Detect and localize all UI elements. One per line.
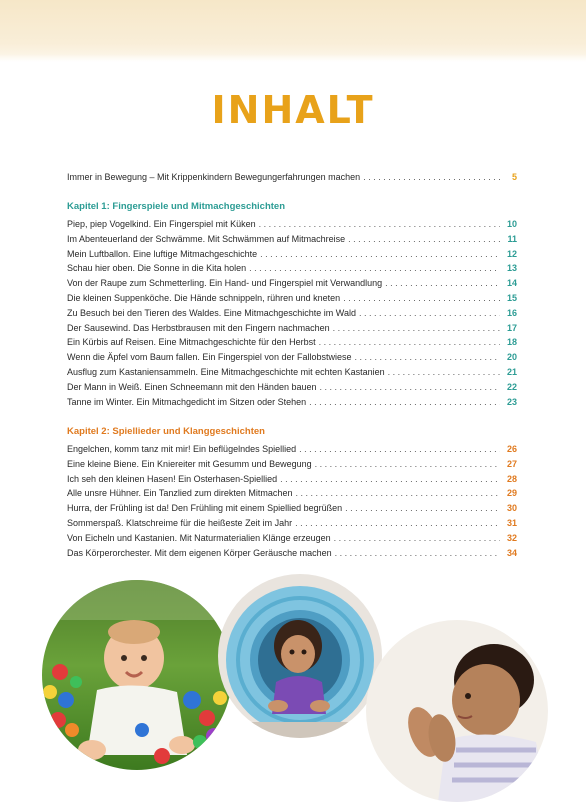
toc-entry[interactable]	[67, 531, 517, 546]
leader-dots	[280, 472, 500, 487]
leader-dots	[385, 276, 500, 291]
page-title: INHALT	[211, 88, 375, 132]
toc-entry-label: Immer in Bewegung – Mit Krippenkindern Bewegungerfahrungen machen	[67, 172, 361, 182]
toc-entry-label: Der Mann in Weiß. Einen Schneemann mit den Händen bauen	[67, 381, 317, 392]
toc-intro	[67, 170, 517, 185]
toc-entry[interactable]	[67, 472, 517, 487]
toc-entry-label: Engelchen, komm tanz mit mir! Ein beflügelndes Spiellied	[67, 444, 297, 454]
chapter-heading: Kapitel 2: Spiellieder und Klanggeschichten	[67, 426, 265, 437]
toc-entry[interactable]	[67, 457, 517, 472]
toc-entry-page: 16	[506, 307, 517, 318]
leader-dots	[354, 350, 500, 365]
toc-entry-label: Alle unsre Hühner. Ein Tanzlied zum direkten Mitmachen	[67, 488, 293, 499]
chapter-heading: Kapitel 1: Fingerspiele und Mitmachgeschichten	[67, 201, 286, 212]
toc-entry-label: Im Abenteuerland der Schwämme. Mit Schwämmen auf Mitmachreise	[67, 233, 346, 244]
toc-entry-label: Eine kleine Biene. Ein Kniereiter mit Gesumm und Bewegung	[67, 458, 312, 469]
toc-entry[interactable]	[67, 442, 517, 457]
toc-entry-page: 20	[506, 352, 517, 363]
toc-entry-page: 5	[511, 172, 517, 182]
leader-dots	[343, 291, 500, 306]
toc-chapter-2	[67, 424, 517, 560]
leader-dots	[335, 546, 500, 561]
toc-entry-page: 30	[506, 503, 517, 514]
toc-entry[interactable]	[67, 261, 517, 276]
toc-entry-label: Von Eicheln und Kastanien. Mit Naturmaterialien Klänge erzeugen	[67, 532, 331, 543]
leader-dots	[295, 486, 500, 501]
toc-entry-page: 22	[506, 381, 517, 392]
leader-dots	[260, 247, 500, 262]
leader-dots	[363, 170, 500, 185]
toc-entry-page: 15	[506, 292, 517, 303]
toc-entry[interactable]	[67, 335, 517, 350]
toc-entry-page: 29	[506, 488, 517, 499]
leader-dots	[319, 380, 500, 395]
toc-entry-page: 31	[506, 517, 517, 528]
toc-entry[interactable]	[67, 306, 517, 321]
toc-entry[interactable]	[67, 170, 517, 185]
toc-entry-label: Hurra, der Frühling ist da! Den Frühling mit einem Spiellied begrüßen	[67, 503, 343, 514]
leader-dots	[299, 442, 500, 457]
toc-entry-label: Wenn die Äpfel vom Baum fallen. Ein Fingerspiel von der Fallobstwiese	[67, 352, 352, 363]
toc-chapter-1	[67, 199, 517, 409]
toc-entry-page: 21	[506, 366, 517, 377]
toc-entry-label: Ausflug zum Kastaniensammeln. Eine Mitmachgeschichte mit echten Kastanien	[67, 366, 385, 377]
toc-entry[interactable]	[67, 516, 517, 531]
toc-entry-label: Mein Luftballon. Eine luftige Mitmachgeschichte	[67, 248, 258, 259]
toc-entry[interactable]	[67, 321, 517, 336]
toddler-in-play-tunnel-photo	[218, 574, 382, 738]
leader-dots	[348, 232, 500, 247]
toc-entry-label: Tanne im Winter. Ein Mitmachgedicht im Sitzen oder Stehen	[67, 396, 307, 407]
toc-entry-label: Schau hier oben. Die Sonne in die Kita holen	[67, 263, 247, 274]
toc-entry-label: Das Körperorchester. Mit dem eigenen Körper Geräusche machen	[67, 547, 332, 558]
toc-entry-page: 17	[506, 322, 517, 333]
toc-entry-label: Von der Raupe zum Schmetterling. Ein Hand- und Fingerspiel mit Verwandlung	[67, 278, 383, 289]
leader-dots	[259, 217, 500, 232]
toc-entry[interactable]	[67, 380, 517, 395]
toc-entry-label: Die kleinen Suppenköche. Die Hände schnippeln, rühren und kneten	[67, 292, 341, 303]
toc-entry-page: 13	[506, 263, 517, 274]
toc-entry-page: 18	[506, 337, 517, 348]
toc-entry-page: 23	[506, 396, 517, 407]
leader-dots	[359, 306, 500, 321]
toc-entry-page: 11	[507, 233, 517, 244]
leader-dots	[309, 395, 500, 410]
toc-entry[interactable]	[67, 217, 517, 232]
leader-dots	[249, 261, 500, 276]
toc-entry[interactable]	[67, 247, 517, 262]
leader-dots	[333, 321, 500, 336]
leader-dots	[388, 365, 500, 380]
leader-dots	[334, 531, 500, 546]
toc-entry-page: 10	[506, 219, 517, 229]
toc-entry[interactable]	[67, 546, 517, 561]
toc-entry-page: 14	[506, 278, 517, 289]
toc-entry-label: Ich seh den kleinen Hasen! Ein Osterhasen-Spiellied	[67, 473, 278, 484]
toc-entry[interactable]	[67, 501, 517, 516]
toc-entry-page: 34	[506, 547, 517, 558]
toc-entry-label: Sommerspaß. Klatschreime für die heißeste Zeit im Jahr	[67, 517, 293, 528]
toc-entry[interactable]	[67, 276, 517, 291]
toc-entry[interactable]	[67, 291, 517, 306]
toc-entry-page: 12	[506, 248, 517, 259]
toc-entry-label: Zu Besuch bei den Tieren des Waldes. Eine Mitmachgeschichte im Wald	[67, 307, 356, 318]
toc-entry[interactable]	[67, 232, 517, 247]
toc-entry-page: 27	[506, 458, 517, 469]
leader-dots	[315, 457, 500, 472]
baby-clapping-photo	[366, 620, 548, 802]
toc-entry[interactable]	[67, 395, 517, 410]
toc-entry-page: 28	[506, 473, 517, 484]
leader-dots	[295, 516, 500, 531]
leader-dots	[345, 501, 500, 516]
toc-entry-label: Der Sausewind. Das Herbstbrausen mit den Fingern nachmachen	[67, 322, 330, 333]
toc-entry[interactable]	[67, 365, 517, 380]
toc-entry[interactable]	[67, 350, 517, 365]
decorative-top-band	[0, 0, 586, 62]
leader-dots	[319, 335, 500, 350]
baby-in-grass-with-balls-photo	[42, 580, 232, 770]
toc-entry[interactable]	[67, 486, 517, 501]
toc-entry-page: 26	[506, 444, 517, 454]
toc-entry-label: Piep, piep Vogelkind. Ein Fingerspiel mit Küken	[67, 219, 256, 229]
toc-entry-label: Ein Kürbis auf Reisen. Eine Mitmachgeschichte für den Herbst	[67, 337, 316, 348]
toc-entry-page: 32	[506, 532, 517, 543]
